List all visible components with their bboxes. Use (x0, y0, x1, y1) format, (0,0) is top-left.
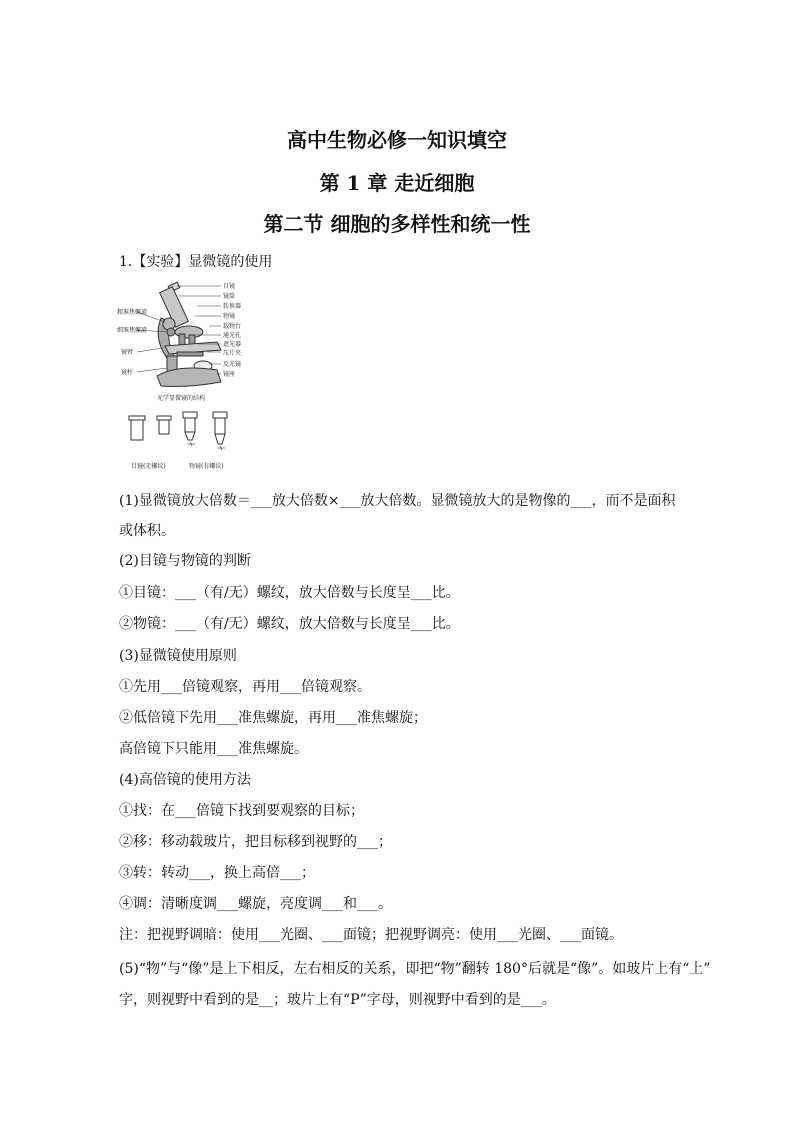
label-objective: 物镜 (223, 313, 236, 320)
text-line-17: 字，则视野中看到的是__；玻片上有“P”字母，则视野中看到的是___。 (119, 992, 556, 1008)
text-line-12: ②移：移动载玻片，把目标移到视野的___； (119, 834, 392, 850)
text-line-10: (4)高倍镜的使用方法 (119, 772, 251, 788)
text-line-14: ④调：清晰度调___螺旋，亮度调___和___。 (119, 896, 392, 912)
label-base: 镜座 (223, 371, 236, 378)
label-aperture: 通光孔 (223, 332, 242, 339)
text-line-7: ①先用___倍镜观察，再用___倍镜观察。 (119, 679, 371, 695)
label-fine-knob: 细准焦螺旋 (117, 327, 148, 334)
label-nosepiece: 转换器 (223, 303, 242, 310)
text-line-16: (5)“物”与“像”是上下相反，左右相反的关系，即把“物”翻转 180°后就是“像”。如玻片上有“上” (119, 961, 711, 977)
caption-eyepiece: 目镜(无螺纹) (131, 463, 166, 470)
text-line-8: ②低倍镜下先用___准焦螺旋，再用___准焦螺旋； (119, 710, 427, 726)
caption-objective: 物镜(有螺纹) (189, 463, 224, 470)
text-line-2: 或体积。 (119, 523, 175, 539)
text-line-9: 高倍镜下只能用___准焦螺旋。 (119, 741, 308, 757)
label-eyepiece: 目镜 (223, 283, 236, 290)
text-line-15: 注：把视野调暗：使用___光圈、___面镜；把视野调亮：使用___光圈、___面镜。 (119, 927, 623, 943)
text-line-4: ①目镜：___（有/无）螺纹，放大倍数与长度呈___比。 (119, 585, 460, 601)
label-clip: 压片夹 (223, 350, 242, 357)
figure-caption: 光学显微镜的结构 (157, 395, 206, 402)
experiment-heading: 1.【实验】显微镜的使用 (119, 254, 273, 270)
text-line-3: (2)目镜与物镜的判断 (119, 553, 251, 569)
text-line-11: ①找：在___倍镜下找到要观察的目标； (119, 803, 364, 819)
chapter-title: 第 1 章 走近细胞 (319, 171, 475, 195)
label-diaphragm: 遮光器 (223, 341, 242, 348)
label-coarse-knob: 粗准焦螺旋 (117, 309, 148, 316)
label-stage: 载物台 (223, 323, 242, 330)
section-title: 第二节 细胞的多样性和统一性 (263, 212, 531, 236)
label-tube: 镜筒 (223, 293, 236, 300)
label-mirror: 反光镜 (223, 361, 242, 368)
label-pillar: 镜柱 (121, 369, 134, 376)
microscope-figure (117, 278, 287, 474)
text-line-13: ③转：转动___，换上高倍___； (119, 865, 315, 881)
document-title: 高中生物必修一知识填空 (287, 128, 507, 152)
text-line-1: (1)显微镜放大倍数＝___放大倍数×___放大倍数。显微镜放大的是物像的___，而不是面积 (119, 493, 676, 509)
text-line-5: ②物镜：___（有/无）螺纹，放大倍数与长度呈___比。 (119, 616, 460, 632)
text-line-6: (3)显微镜使用原则 (119, 648, 237, 664)
label-arm: 镜臂 (121, 349, 134, 356)
